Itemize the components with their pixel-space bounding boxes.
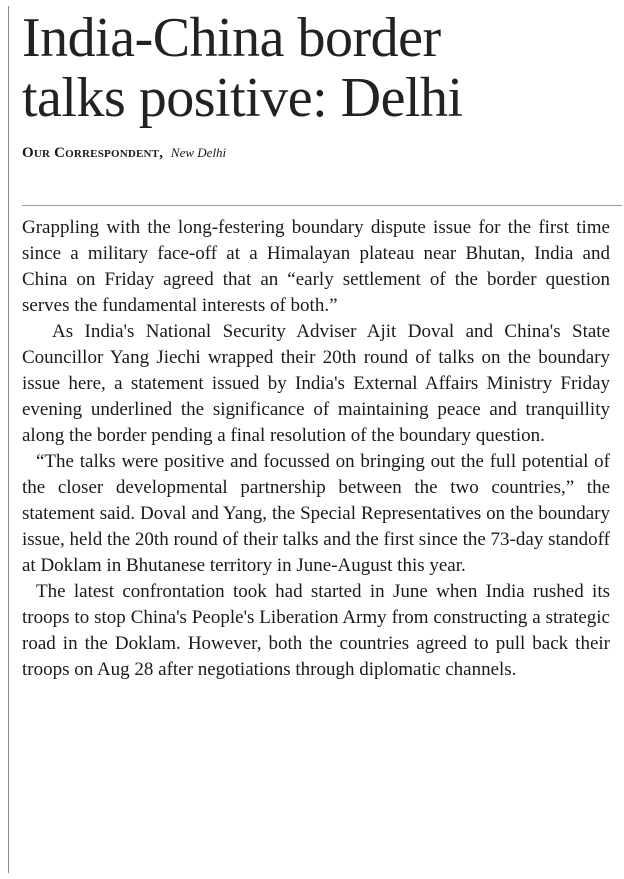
byline-dateline: New Delhi (170, 145, 227, 160)
news-article (22, 7, 610, 680)
paragraph-4: The latest confrontation took had started in June when India rushed its troops to stop China's People's Liberation Army from constructing a strategic road in the Doklam. However, both the countries agreed to pull back their troops on Aug 28 after negotiations through diplomatic channels. (22, 581, 610, 680)
column-rule (8, 6, 9, 873)
headline-line-2: talks positive: Delhi (22, 67, 463, 129)
byline-divider (22, 205, 622, 206)
article-body (22, 215, 610, 683)
paragraph-2: As India's National Security Adviser Ajit Doval and China's State Councillor Yang Jiechi wrapped their 20th round of talks on the boundary issue here, a statement issued by India's External Affairs Ministry Friday evening underlined the significance of maintaining peace and tranquillity along the border pending a final resolution of the boundary question. (22, 321, 610, 446)
headline (22, 8, 610, 128)
paragraph-3: “The talks were positive and focussed on bringing out the full potential of the closer developmental partnership between the two countries,” the statement said. Doval and Yang, the Special Representatives on the boundary issue, held the 20th round of their talks and the first since the 73-day standoff at Doklam in Bhutanese territory in June-August this year. (22, 451, 610, 576)
paragraph-1: Grappling with the long-festering boundary dispute issue for the first time since a military face-off at a Himalayan plateau near Bhutan, India and China on Friday agreed that an “early settlement of the border question serves the fundamental interests of both.” (22, 217, 610, 316)
headline-line-1: India-China border (22, 7, 441, 69)
byline-author: Our Correspondent, (22, 145, 164, 161)
byline (22, 144, 610, 162)
